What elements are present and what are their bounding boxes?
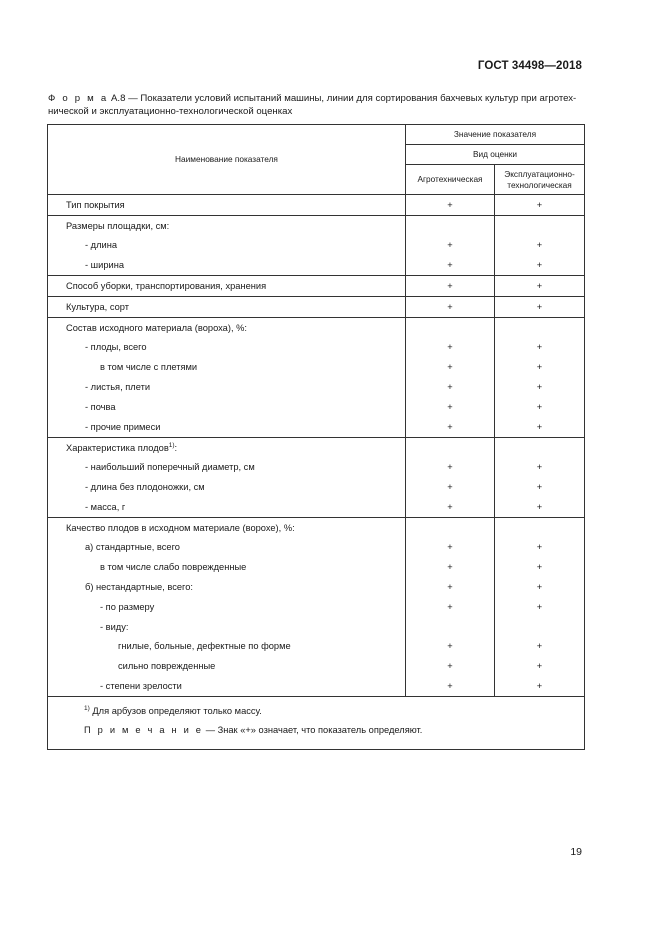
expl-value: + [495,195,585,216]
table-row [48,296,585,317]
indicator-name: гнилые, больные, дефектные по форме [48,637,406,657]
agro-value: + [406,676,495,696]
expl-value: + [495,477,585,497]
table-row [48,457,585,477]
expl-value: + [495,236,585,256]
agro-value: + [406,255,495,275]
indicator-name: Характеристика плодов$^{1)}$: [48,437,406,457]
agro-value [406,617,495,637]
expl-value: + [495,656,585,676]
indicator-name: - масса, г [48,497,406,517]
agro-value: + [406,417,495,437]
form-number: А.8 [111,93,126,104]
header-kind: Вид оценки [406,145,585,165]
expl-value [495,317,585,337]
table-row [48,195,585,216]
agro-value [406,517,495,537]
agro-value: + [406,338,495,358]
table-footer [48,696,585,749]
table-row [48,656,585,676]
table-row [48,437,585,457]
expl-value: + [495,676,585,696]
table-row [48,557,585,577]
agro-value: + [406,377,495,397]
expl-value: + [495,377,585,397]
table-row [48,276,585,297]
expl-value: + [495,397,585,417]
indicator-name: - листья, плети [48,377,406,397]
form-word: Ф о р м а [48,93,109,104]
agro-value: + [406,477,495,497]
expl-value: + [495,597,585,617]
table-row [48,597,585,617]
indicator-name: Качество плодов в исходном материале (ворохе), %: [48,517,406,537]
expl-value: + [495,557,585,577]
indicator-name: - наибольший поперечный диаметр, см [48,457,406,477]
expl-value: + [495,637,585,657]
caption-line-2: нической и эксплуатационно-технологической оценках [48,105,293,117]
indicator-name: Размеры площадки, см: [48,215,406,235]
table-row [48,255,585,275]
indicator-name: - плоды, всего [48,338,406,358]
page-number: 19 [570,846,582,858]
agro-value: + [406,637,495,657]
note: П р и м е ч а н и е — Знак «+» означает, что показатель определяют. [84,724,423,735]
indicator-name: - длина [48,236,406,256]
agro-value: + [406,195,495,216]
indicator-name: - прочие примеси [48,417,406,437]
agro-value: + [406,236,495,256]
header-agro: Агротехническая [406,165,495,195]
expl-value: + [495,276,585,297]
form-caption [48,93,584,118]
standard-number: ГОСТ 34498—2018 [477,60,582,72]
indicator-name: Культура, сорт [48,296,406,317]
indicator-name: Тип покрытия [48,195,406,216]
footnote-ref: 1) [168,441,175,449]
header-indicator-name: Наименование показателя [48,125,406,195]
agro-value [406,215,495,235]
table-row [48,417,585,437]
expl-value: + [495,255,585,275]
indicators-table [47,124,585,750]
expl-value: + [495,296,585,317]
agro-value: + [406,577,495,597]
expl-value [495,517,585,537]
expl-value: + [495,538,585,558]
table-row [48,357,585,377]
expl-value: + [495,338,585,358]
expl-value [495,215,585,235]
header-expl: Эксплуатационно- технологическая [495,165,585,195]
indicator-name: - степени зрелости [48,676,406,696]
indicator-name: б) нестандартные, всего: [48,577,406,597]
indicator-name: в том числе слабо поврежденные [48,557,406,577]
expl-value: + [495,577,585,597]
table-row [48,676,585,696]
agro-value: + [406,357,495,377]
agro-value [406,437,495,457]
indicator-name: - по размеру [48,597,406,617]
agro-value: + [406,457,495,477]
indicator-name: сильно поврежденные [48,656,406,676]
agro-value: + [406,538,495,558]
table-row [48,477,585,497]
agro-value: + [406,597,495,617]
indicator-name: - виду: [48,617,406,637]
indicator-name: - почва [48,397,406,417]
expl-value: + [495,457,585,477]
expl-value: + [495,417,585,437]
indicator-name: Состав исходного материала (вороха), %: [48,317,406,337]
expl-value: + [495,497,585,517]
agro-value: + [406,656,495,676]
indicator-name: а) стандартные, всего [48,538,406,558]
table-row [48,637,585,657]
indicator-name: - длина без плодоножки, см [48,477,406,497]
table-row [48,215,585,235]
expl-value: + [495,357,585,377]
indicator-name: в том числе с плетями [48,357,406,377]
header-value: Значение показателя [406,125,585,145]
agro-value: + [406,557,495,577]
expl-value [495,617,585,637]
agro-value: + [406,397,495,417]
agro-value: + [406,497,495,517]
table-row [48,338,585,358]
table-row [48,377,585,397]
agro-value: + [406,296,495,317]
table-row [48,317,585,337]
agro-value [406,317,495,337]
indicator-name: Способ уборки, транспортирования, хранения [48,276,406,297]
expl-value [495,437,585,457]
table-row [48,397,585,417]
table-row [48,236,585,256]
table-row [48,538,585,558]
footnote: $^{1)}$ Для арбузов определяют только массу. [84,704,262,716]
table-row [48,517,585,537]
agro-value: + [406,276,495,297]
table-row [48,497,585,517]
table-row [48,617,585,637]
indicator-name: - ширина [48,255,406,275]
caption-line-1: — Показатели условий испытаний машины, линии для сортирования бахчевых культур при агротех- [125,93,577,104]
table-row [48,577,585,597]
